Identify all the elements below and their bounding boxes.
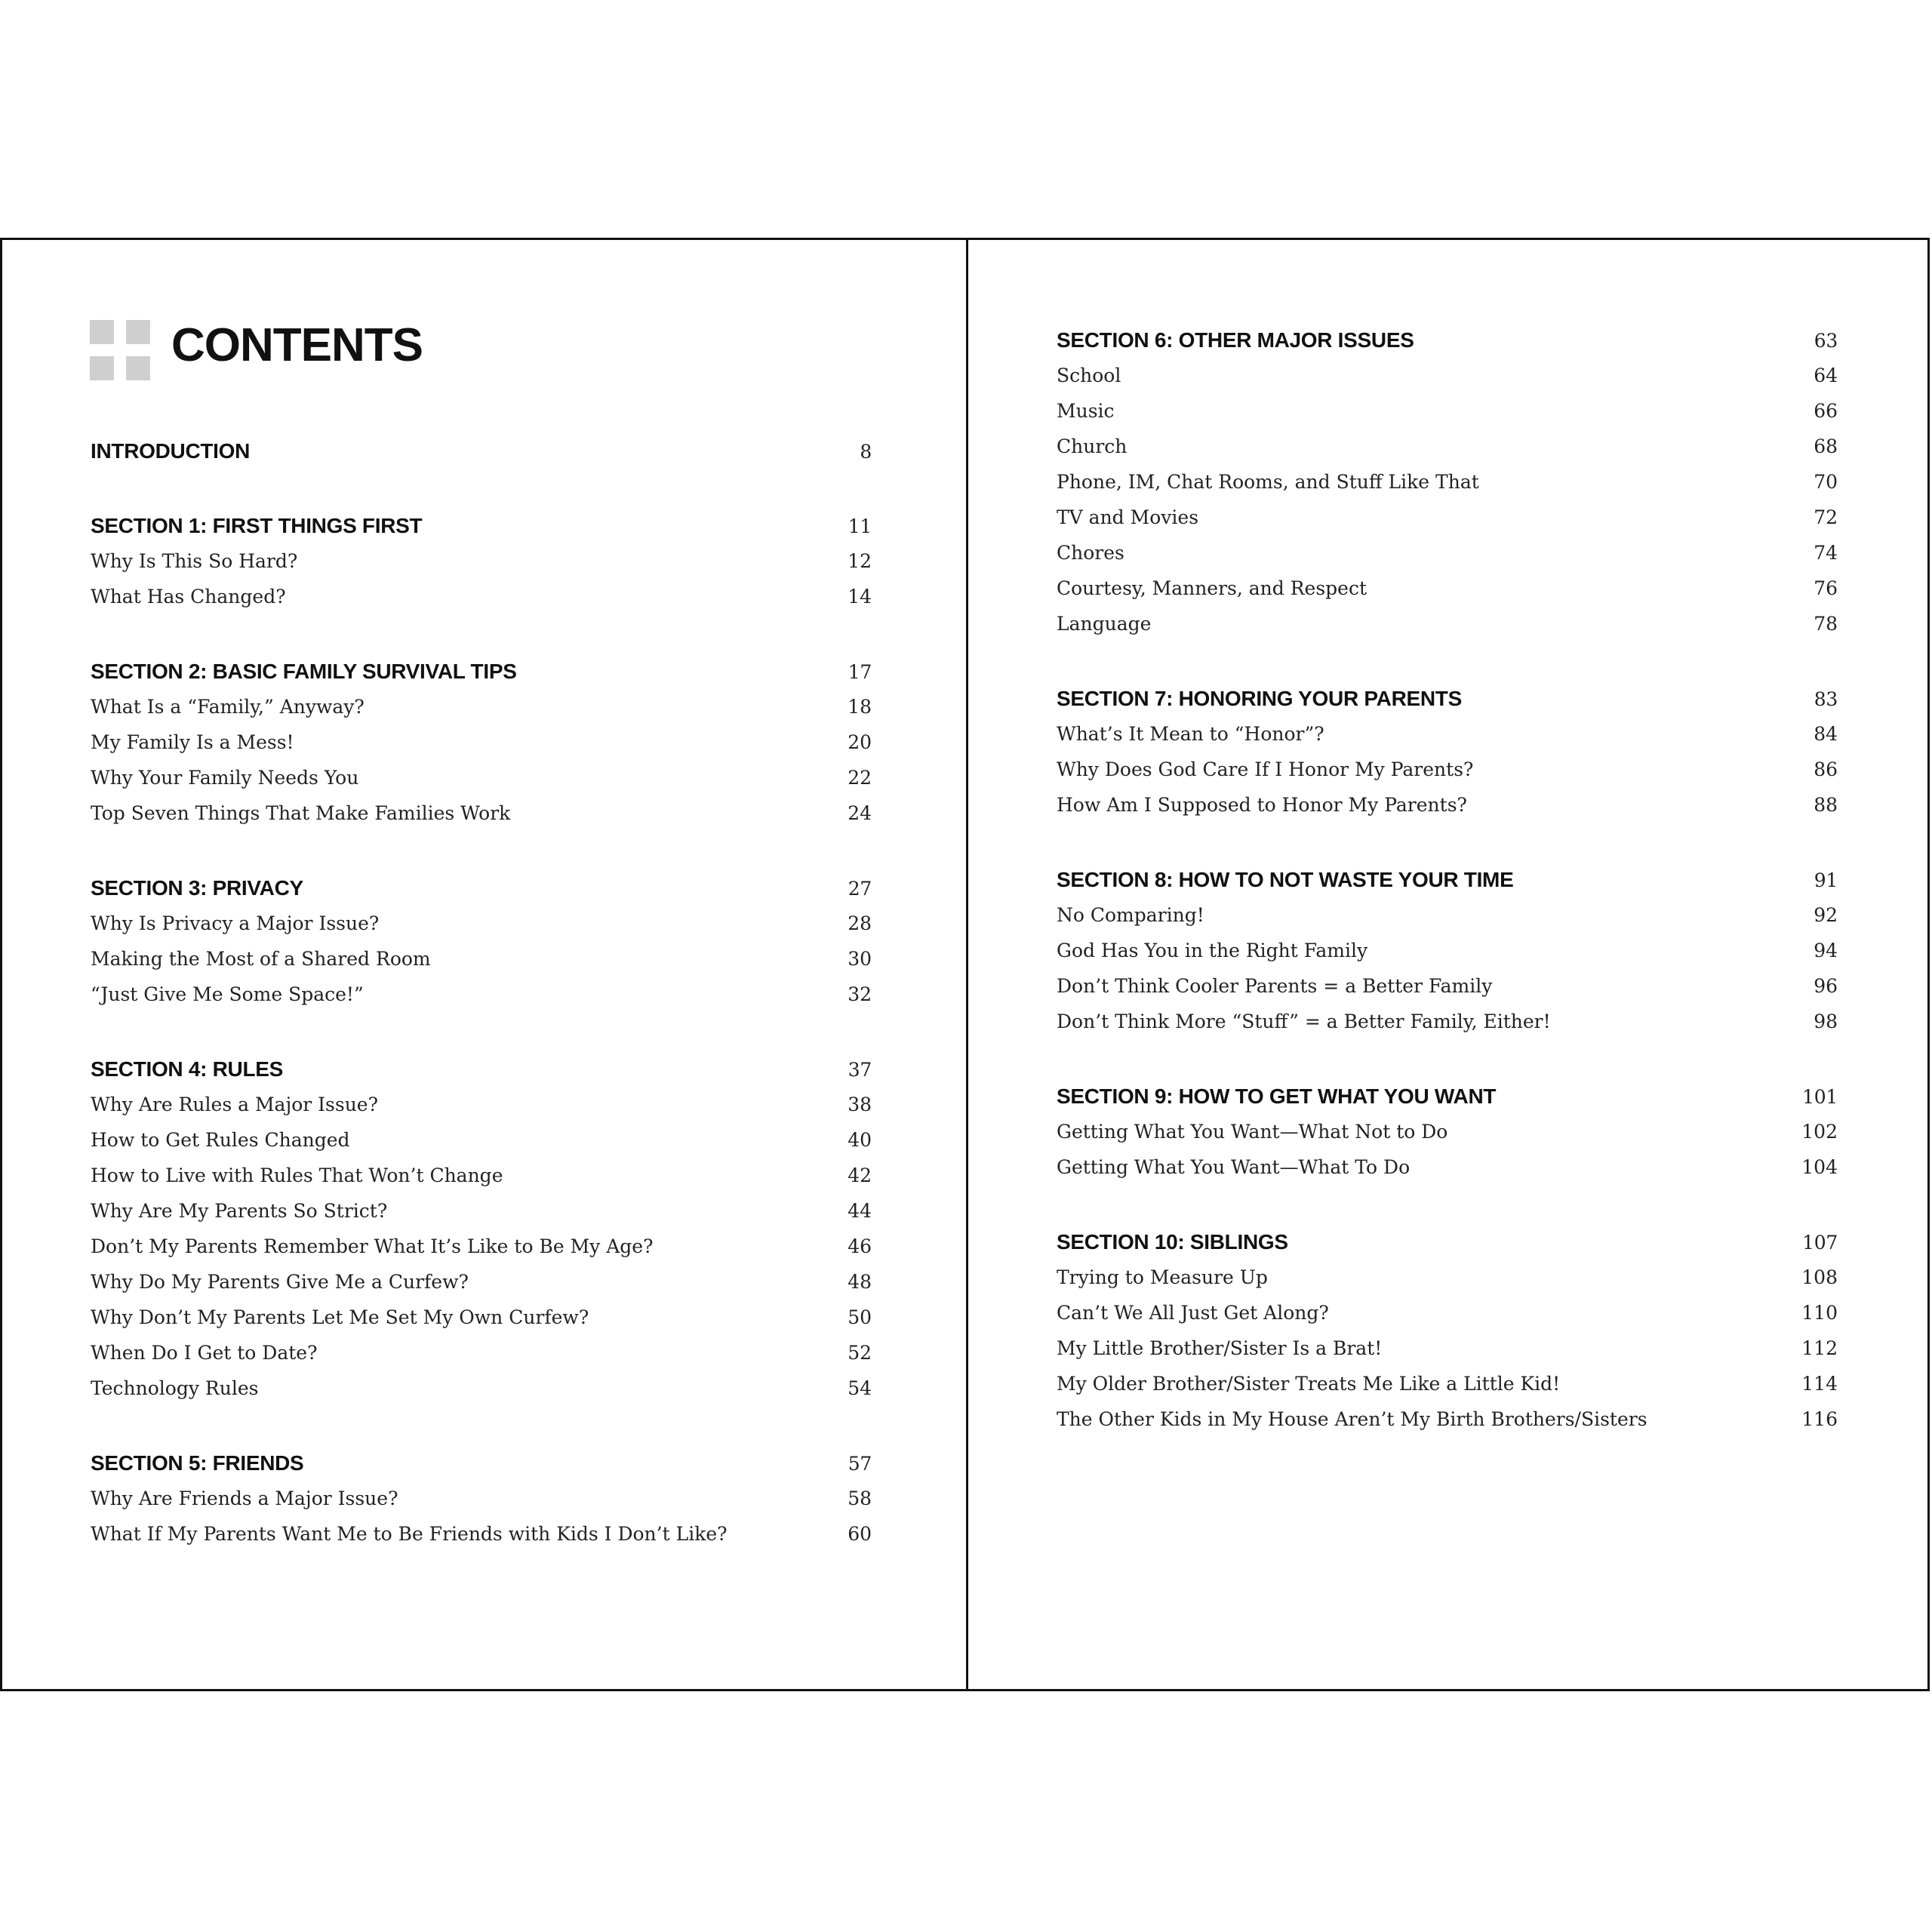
- entry-title: Courtesy, Manners, and Respect: [1057, 577, 1367, 599]
- section-title: SECTION 3: PRIVACY: [91, 876, 303, 900]
- toc-entry: [91, 1122, 872, 1158]
- toc-entry: [1057, 933, 1838, 968]
- section-title: SECTION 5: FRIENDS: [91, 1451, 304, 1475]
- entry-title: Making the Most of a Shared Room: [91, 948, 431, 970]
- entry-page-number: 42: [848, 1164, 872, 1186]
- entry-page-number: 22: [848, 767, 872, 789]
- entry-page-number: 64: [1814, 365, 1838, 386]
- toc-entry: [1057, 571, 1838, 606]
- section-page-number: 37: [848, 1059, 872, 1081]
- section-title: SECTION 6: OTHER MAJOR ISSUES: [1057, 328, 1414, 352]
- toc-entry: [1057, 1401, 1838, 1437]
- entry-title: How to Live with Rules That Won’t Change: [91, 1164, 503, 1186]
- toc-entry: [91, 941, 872, 977]
- entry-page-number: 94: [1814, 940, 1838, 961]
- entry-title: What Is a “Family,” Anyway?: [91, 696, 365, 718]
- section-heading: [1057, 1224, 1838, 1260]
- entry-page-number: 14: [848, 586, 872, 608]
- toc-section: [1057, 681, 1838, 823]
- entry-title: Why Don’t My Parents Let Me Set My Own Curfew?: [91, 1306, 589, 1328]
- entry-page-number: 54: [848, 1377, 872, 1399]
- logo-square: [126, 356, 150, 380]
- entry-title: When Do I Get to Date?: [91, 1342, 318, 1364]
- entry-title: Phone, IM, Chat Rooms, and Stuff Like That: [1057, 471, 1479, 493]
- entry-title: My Older Brother/Sister Treats Me Like a Little Kid!: [1057, 1373, 1561, 1395]
- toc-entry: [1057, 393, 1838, 429]
- entry-title: Don’t Think More “Stuff” = a Better Family, Either!: [1057, 1011, 1551, 1032]
- toc-entry: [91, 795, 872, 831]
- toc-entry: [1057, 787, 1838, 823]
- entry-title: How Am I Supposed to Honor My Parents?: [1057, 794, 1467, 816]
- entry-title: Language: [1057, 613, 1152, 635]
- entry-title: Chores: [1057, 542, 1124, 564]
- toc-section: [91, 654, 872, 831]
- toc-entry: [91, 724, 872, 760]
- entry-page-number: 110: [1801, 1302, 1838, 1324]
- entry-page-number: 32: [848, 983, 872, 1005]
- entry-title: My Little Brother/Sister Is a Brat!: [1057, 1337, 1383, 1359]
- section-page-number: 11: [848, 515, 872, 537]
- section-title: SECTION 2: BASIC FAMILY SURVIVAL TIPS: [91, 660, 517, 683]
- entry-title: TV and Movies: [1057, 506, 1199, 528]
- toc-section: [1057, 322, 1838, 641]
- entry-title: Why Your Family Needs You: [91, 767, 359, 789]
- section-page-number: 57: [848, 1453, 872, 1475]
- toc-section: [91, 433, 872, 469]
- entry-page-number: 78: [1814, 613, 1838, 635]
- entry-title: Don’t Think Cooler Parents = a Better Family: [1057, 975, 1493, 997]
- entry-page-number: 84: [1814, 723, 1838, 745]
- toc-entry: [1057, 1004, 1838, 1039]
- entry-title: What If My Parents Want Me to Be Friends with Kids I Don’t Like?: [91, 1523, 728, 1545]
- toc-entry: [1057, 716, 1838, 752]
- entry-page-number: 46: [848, 1235, 872, 1257]
- toc-section: [91, 1051, 872, 1406]
- toc-entry: [1057, 1114, 1838, 1149]
- section-heading: [91, 870, 872, 906]
- toc-section: [1057, 862, 1838, 1039]
- entry-page-number: 104: [1801, 1156, 1838, 1178]
- section-page-number: 91: [1814, 869, 1838, 891]
- toc-entry: [1057, 1295, 1838, 1331]
- section-page-number: 63: [1814, 330, 1838, 352]
- entry-page-number: 96: [1814, 975, 1838, 997]
- page-gutter-divider: [966, 238, 968, 1691]
- entry-title: Why Do My Parents Give Me a Curfew?: [91, 1271, 469, 1293]
- section-title: SECTION 4: RULES: [91, 1057, 284, 1081]
- logo-square: [90, 320, 114, 344]
- entry-title: What Has Changed?: [91, 586, 286, 608]
- entry-title: School: [1057, 365, 1121, 386]
- entry-title: The Other Kids in My House Aren’t My Birth Brothers/Sisters: [1057, 1408, 1647, 1430]
- entry-page-number: 40: [848, 1129, 872, 1151]
- entry-title: God Has You in the Right Family: [1057, 940, 1368, 961]
- toc-entry: [91, 1158, 872, 1193]
- toc-entry: [1057, 358, 1838, 393]
- toc-entry: [91, 1087, 872, 1122]
- entry-page-number: 18: [848, 696, 872, 718]
- toc-entry: [91, 1300, 872, 1335]
- entry-title: Technology Rules: [91, 1377, 259, 1399]
- toc-entry: [1057, 1149, 1838, 1185]
- entry-page-number: 68: [1814, 435, 1838, 457]
- section-title: SECTION 1: FIRST THINGS FIRST: [91, 514, 423, 537]
- toc-entry: [1057, 606, 1838, 641]
- toc-entry: [91, 1481, 872, 1516]
- entry-title: Why Are Rules a Major Issue?: [91, 1094, 378, 1115]
- entry-title: What’s It Mean to “Honor”?: [1057, 723, 1324, 745]
- toc-entry: [1057, 535, 1838, 571]
- section-heading: [91, 433, 872, 469]
- section-title: SECTION 9: HOW TO GET WHAT YOU WANT: [1057, 1084, 1497, 1108]
- entry-page-number: 20: [848, 731, 872, 753]
- entry-page-number: 112: [1801, 1337, 1838, 1359]
- section-page-number: 17: [848, 661, 872, 683]
- entry-page-number: 12: [848, 550, 872, 572]
- page-title: CONTENTS: [171, 319, 423, 371]
- toc-entry: [91, 1516, 872, 1552]
- entry-title: Trying to Measure Up: [1057, 1266, 1268, 1288]
- toc-entry: [91, 1335, 872, 1371]
- entry-title: “Just Give Me Some Space!”: [91, 983, 364, 1005]
- entry-page-number: 48: [848, 1271, 872, 1293]
- section-heading: [1057, 681, 1838, 716]
- entry-page-number: 66: [1814, 400, 1838, 422]
- toc-entry: [91, 1229, 872, 1264]
- entry-page-number: 102: [1801, 1121, 1838, 1143]
- toc-section: [1057, 1224, 1838, 1437]
- right-page-toc: [1057, 322, 1838, 1476]
- entry-title: Can’t We All Just Get Along?: [1057, 1302, 1329, 1324]
- four-squares-logo-icon: [90, 320, 152, 382]
- toc-entry: [1057, 429, 1838, 464]
- entry-page-number: 24: [848, 802, 872, 824]
- entry-title: Getting What You Want—What To Do: [1057, 1156, 1411, 1178]
- entry-page-number: 30: [848, 948, 872, 970]
- section-page-number: 83: [1814, 688, 1838, 710]
- entry-title: Why Are Friends a Major Issue?: [91, 1487, 398, 1509]
- section-heading: [1057, 1078, 1838, 1114]
- toc-section: [91, 1445, 872, 1552]
- entry-page-number: 38: [848, 1094, 872, 1115]
- section-heading: [1057, 322, 1838, 358]
- entry-page-number: 108: [1801, 1266, 1838, 1288]
- entry-page-number: 28: [848, 912, 872, 934]
- toc-entry: [1057, 500, 1838, 535]
- section-heading: [91, 1051, 872, 1087]
- toc-entry: [91, 906, 872, 941]
- entry-page-number: 74: [1814, 542, 1838, 564]
- section-heading: [91, 1445, 872, 1481]
- toc-entry: [1057, 897, 1838, 933]
- toc-entry: [91, 543, 872, 579]
- entry-page-number: 114: [1801, 1373, 1838, 1395]
- section-page-number: 101: [1802, 1086, 1838, 1108]
- entry-page-number: 72: [1814, 506, 1838, 528]
- toc-entry: [91, 1264, 872, 1300]
- toc-entry: [91, 1371, 872, 1406]
- entry-title: My Family Is a Mess!: [91, 731, 294, 753]
- toc-section: [91, 508, 872, 614]
- toc-entry: [91, 1193, 872, 1229]
- section-heading: [1057, 862, 1838, 897]
- entry-title: Church: [1057, 435, 1128, 457]
- entry-page-number: 88: [1814, 794, 1838, 816]
- entry-title: Don’t My Parents Remember What It’s Like to Be My Age?: [91, 1235, 654, 1257]
- toc-entry: [91, 760, 872, 795]
- toc-entry: [91, 977, 872, 1012]
- section-title: SECTION 10: SIBLINGS: [1057, 1230, 1288, 1254]
- entry-page-number: 116: [1801, 1408, 1838, 1430]
- logo-square: [126, 320, 150, 344]
- toc-entry: [1057, 968, 1838, 1004]
- section-heading: [91, 508, 872, 543]
- entry-page-number: 52: [848, 1342, 872, 1364]
- section-title: INTRODUCTION: [91, 439, 251, 463]
- entry-title: How to Get Rules Changed: [91, 1129, 350, 1151]
- entry-page-number: 60: [848, 1523, 872, 1545]
- entry-page-number: 76: [1814, 577, 1838, 599]
- entry-page-number: 92: [1814, 904, 1838, 926]
- section-page-number: 27: [848, 878, 872, 900]
- entry-title: Why Are My Parents So Strict?: [91, 1200, 388, 1222]
- section-page-number: 107: [1802, 1232, 1838, 1254]
- section-heading: [91, 654, 872, 689]
- toc-entry: [1057, 1331, 1838, 1366]
- toc-section: [91, 870, 872, 1012]
- toc-entry: [91, 579, 872, 614]
- toc-entry: [1057, 464, 1838, 500]
- entry-title: Why Is This So Hard?: [91, 550, 298, 572]
- section-page-number: 8: [860, 441, 872, 463]
- entry-page-number: 58: [848, 1487, 872, 1509]
- entry-title: No Comparing!: [1057, 904, 1204, 926]
- entry-title: Music: [1057, 400, 1115, 422]
- entry-page-number: 98: [1814, 1011, 1838, 1032]
- toc-entry: [1057, 752, 1838, 787]
- entry-title: Top Seven Things That Make Families Work: [91, 802, 511, 824]
- entry-page-number: 50: [848, 1306, 872, 1328]
- entry-title: Getting What You Want—What Not to Do: [1057, 1121, 1448, 1143]
- section-title: SECTION 8: HOW TO NOT WASTE YOUR TIME: [1057, 868, 1514, 891]
- toc-entry: [1057, 1366, 1838, 1401]
- entry-title: Why Does God Care If I Honor My Parents?: [1057, 758, 1474, 780]
- logo-square: [90, 356, 114, 380]
- toc-entry: [1057, 1260, 1838, 1295]
- left-page-toc: [91, 433, 872, 1591]
- section-title: SECTION 7: HONORING YOUR PARENTS: [1057, 687, 1462, 710]
- toc-entry: [91, 689, 872, 724]
- entry-title: Why Is Privacy a Major Issue?: [91, 912, 380, 934]
- entry-page-number: 70: [1814, 471, 1838, 493]
- entry-page-number: 44: [848, 1200, 872, 1222]
- toc-section: [1057, 1078, 1838, 1185]
- entry-page-number: 86: [1814, 758, 1838, 780]
